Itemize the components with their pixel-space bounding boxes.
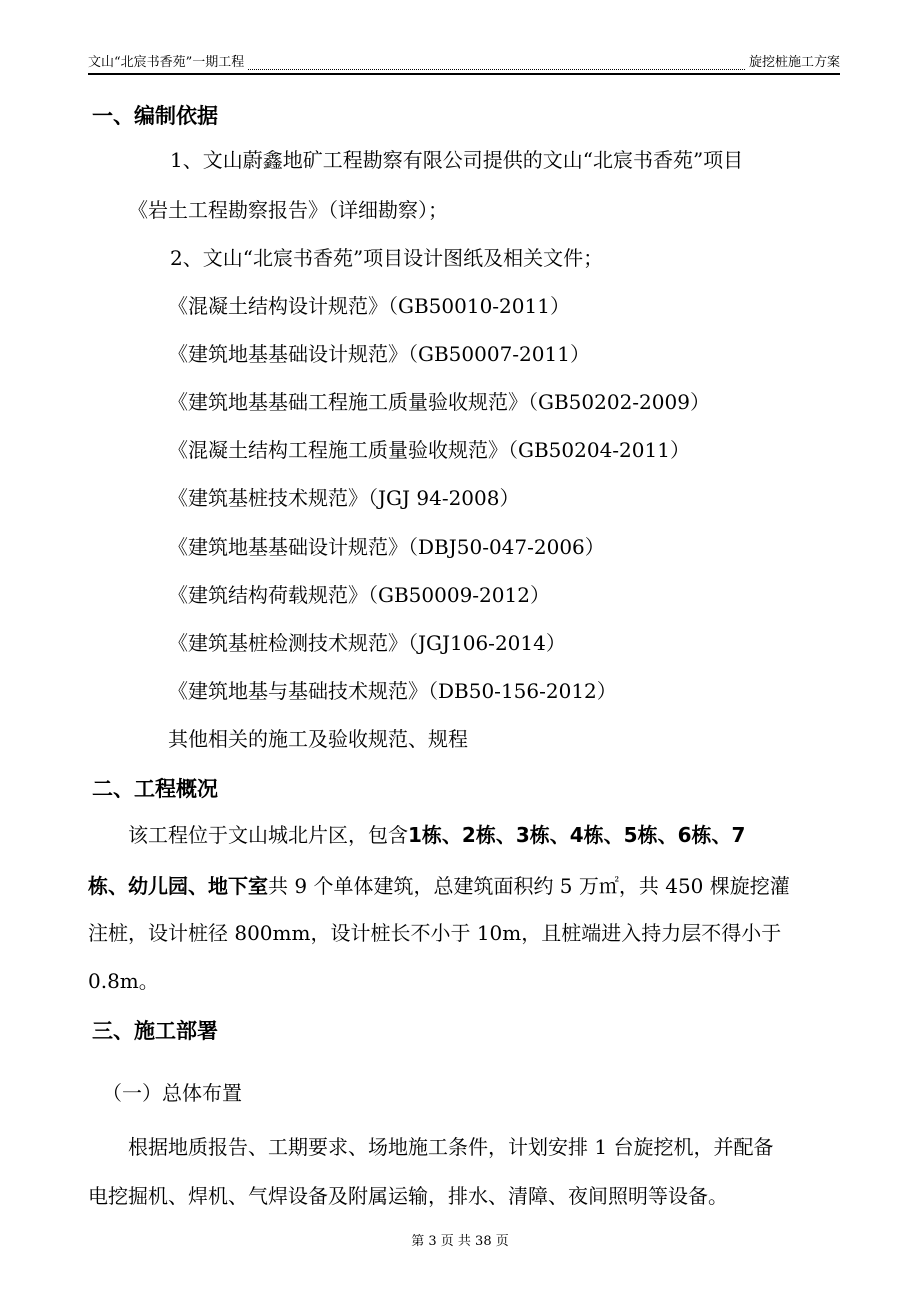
section-3-title: 三、施工部署 (92, 1019, 218, 1043)
standard-item: 《建筑地基基础设计规范》（GB50007-2011） (168, 342, 590, 366)
overview-line-3: 注桩，设计桩径 800mm，设计桩长不小于 10m，且桩端进入持力层不得小于 (88, 921, 782, 945)
basis-item-1-line-1: 1、文山蔚鑫地矿工程勘察有限公司提供的文山“北宸书香苑”项目 (170, 148, 744, 172)
overview-line-1 (128, 822, 745, 848)
section-1-title: 一、编制依据 (92, 104, 218, 128)
overview-buildings-cont: 栋、幼儿园、地下室 (88, 874, 268, 898)
page-footer: 第 3 页 共 38 页 (411, 1234, 509, 1249)
overview-buildings: 1栋、2栋、3栋、4栋、5栋、6栋、7 (408, 823, 746, 847)
overview-text: 该工程位于文山城北片区，包含 (128, 823, 408, 847)
overview-line-2 (88, 873, 790, 899)
subsection-general-layout: （一）总体布置 (102, 1081, 242, 1105)
header-dot-leader (248, 57, 745, 70)
page-header (88, 53, 840, 75)
standard-item: 《建筑结构荷载规范》（GB50009-2012） (168, 583, 550, 607)
header-project-name: 文山“北宸书香苑”一期工程 (88, 55, 245, 70)
layout-line-2: 电挖掘机、焊机、气焊设备及附属运输，排水、清障、夜间照明等设备。 (88, 1184, 728, 1208)
standard-item: 《混凝土结构工程施工质量验收规范》（GB50204-2011） (168, 438, 690, 462)
overview-text: 共 9 个单体建筑，总建筑面积约 5 万㎡，共 450 棵旋挖灌 (268, 874, 790, 898)
standard-item: 《建筑地基与基础技术规范》（DB50-156-2012） (168, 679, 617, 703)
standard-item: 《建筑基桩检测技术规范》（JGJ106-2014） (168, 631, 566, 655)
basis-item-1-line-2: 《岩土工程勘察报告》（详细勘察）； (128, 198, 448, 222)
standard-item: 《建筑基桩技术规范》（JGJ 94-2008） (168, 486, 520, 510)
standard-item: 《混凝土结构设计规范》（GB50010-2011） (168, 294, 570, 318)
basis-item-2: 2、文山“北宸书香苑”项目设计图纸及相关文件； (170, 246, 604, 270)
standard-item: 《建筑地基基础工程施工质量验收规范》（GB50202-2009） (168, 390, 710, 414)
other-standards: 其他相关的施工及验收规范、规程 (168, 727, 468, 751)
standard-item: 《建筑地基基础设计规范》（DBJ50-047-2006） (168, 535, 605, 559)
layout-line-1: 根据地质报告、工期要求、场地施工条件，计划安排 1 台旋挖机，并配备 (128, 1135, 774, 1159)
overview-line-4: 0.8m。 (88, 969, 159, 993)
section-2-title: 二、工程概况 (92, 777, 218, 801)
header-document-title: 旋挖桩施工方案 (748, 55, 840, 70)
